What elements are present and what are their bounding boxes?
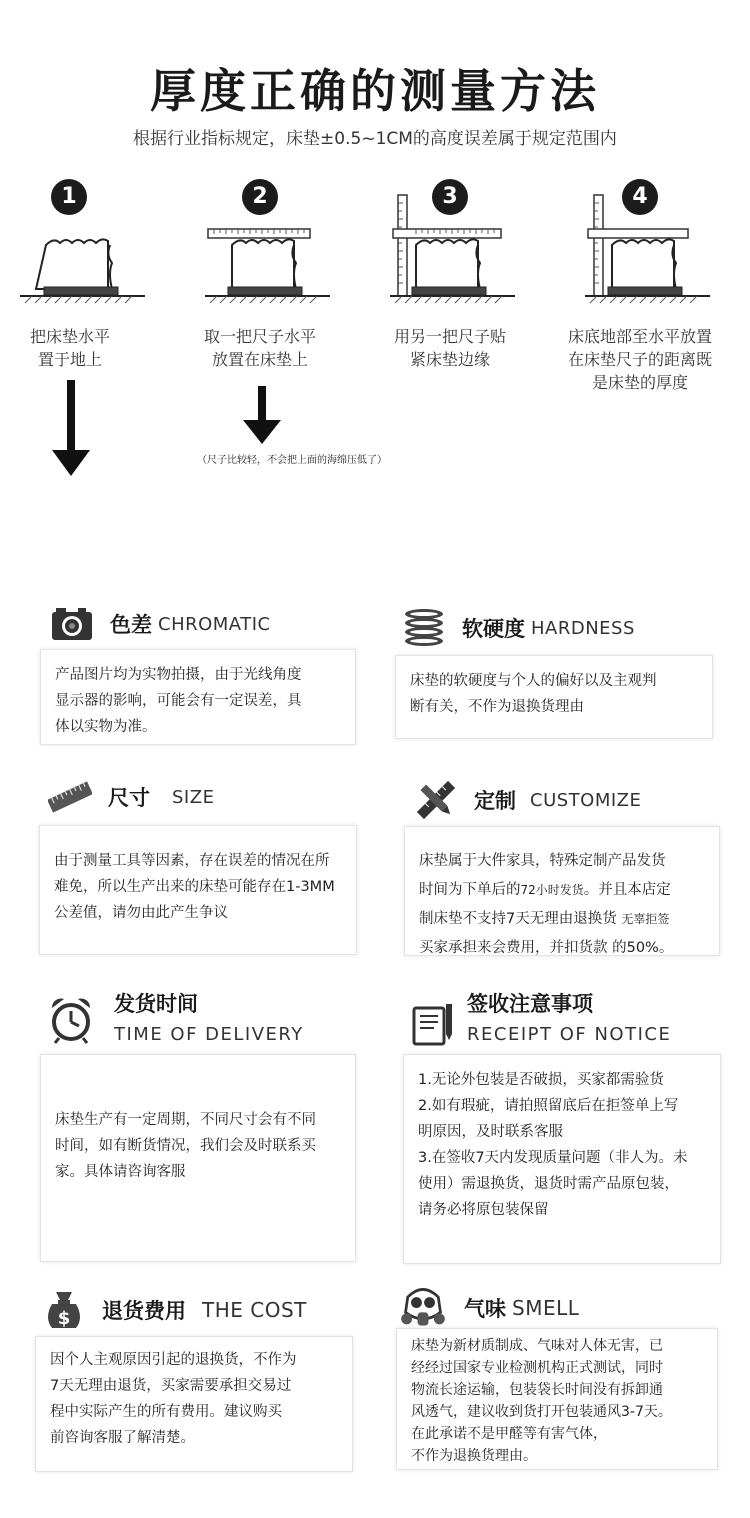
section-title-cn: 定制 — [474, 789, 516, 813]
section-delivery-header — [114, 988, 304, 1045]
section-receipt-header — [467, 988, 671, 1045]
section-title-cn: 气味 — [464, 1297, 506, 1321]
section-title-en: CHROMATIC — [158, 613, 271, 635]
section-title-cn: 退货费用 — [102, 1299, 186, 1323]
section-title-cn: 尺寸 — [108, 786, 150, 810]
step-1-caption: 把床垫水平 置于地上 — [29, 327, 110, 369]
arrow-down-icon — [243, 386, 281, 444]
section-chromatic-header — [50, 602, 271, 646]
ruler-icon — [48, 775, 92, 819]
section-title-en: RECEIPT OF NOTICE — [467, 1024, 672, 1045]
camera-icon — [50, 602, 94, 646]
section-title-en: THE COST — [202, 1298, 307, 1322]
step-number-1: 1 — [51, 179, 87, 215]
step-number-3: 3 — [432, 179, 468, 215]
step-number-4: 4 — [622, 179, 658, 215]
page-subtitle: 根据行业指标规定，床垫±0.5~1CM的高度误差属于规定范围内 — [133, 129, 617, 149]
mattress-two-rulers-illustration — [360, 175, 540, 315]
customize-box: 床垫属于大件家具，特殊定制产品发货 时间为下单后的72小时发货。并且本店定 制床垫不支持7天无理由退换货 无辜拒签 买家承担来会费用，并扣货款 的50%。 — [404, 826, 720, 956]
spring-icon — [402, 606, 446, 650]
step-4-caption: 床底地部至水平放置 在床垫尺子的距离既 是床垫的厚度 — [567, 327, 712, 392]
mattress-thickness-illustration — [550, 175, 730, 315]
step-number-2: 2 — [242, 179, 278, 215]
section-title-en: SIZE — [172, 786, 215, 808]
gas-mask-icon — [398, 1284, 448, 1332]
section-cost-header — [42, 1288, 307, 1332]
section-title-cn: 签收注意事项 — [467, 992, 593, 1016]
chromatic-box: 产品图片均为实物拍摄，由于光线角度 显示器的影响，可能会有一定误差，具 体以实物为准。 — [40, 649, 356, 745]
step-4 — [550, 175, 730, 435]
section-title-cn: 软硬度 — [462, 617, 525, 641]
step-2-caption: 取一把尺子水平 放置在床垫上 — [203, 327, 316, 369]
arrow-down-icon — [52, 380, 90, 476]
money-bag-icon — [42, 1288, 86, 1332]
svg-text:$: $ — [57, 1308, 71, 1329]
hardness-box: 床垫的软硬度与个人的偏好以及主观判 断有关，不作为退换货理由 — [395, 655, 713, 739]
section-size-header — [48, 775, 214, 819]
section-title-en: HARDNESS — [531, 617, 635, 639]
mattress-with-ruler-illustration — [170, 175, 350, 315]
section-title-en: SMELL — [512, 1296, 580, 1320]
smell-box: 床垫为新材质制成、气味对人体无害，已 经经过国家专业检测机构正式测试，同时 物流长途运输，包装袋长时间没有拆卸通 风透气，建议收到货打开包装通风3-7天。 在此承诺不是甲醛等有害气体， 不作为退换货理由。 — [396, 1328, 718, 1470]
tablet-pen-icon — [412, 1002, 456, 1046]
size-box: 由于测量工具等因素，存在误差的情况在所 难免，所以生产出来的床垫可能存在1-3MM 公差值，请勿由此产生争议 — [39, 825, 357, 955]
section-title-en: CUSTOMIZE — [530, 789, 642, 811]
mattress-on-floor-illustration — [0, 175, 160, 315]
section-title-cn: 色差 — [110, 613, 152, 637]
section-title-cn: 发货时间 — [114, 992, 198, 1016]
step-3-caption: 用另一把尺子贴 紧床垫边缘 — [393, 327, 506, 369]
page-title: 厚度正确的测量方法 — [150, 64, 600, 118]
step-3 — [360, 175, 540, 435]
pencil-ruler-icon — [414, 778, 458, 822]
section-customize-header — [414, 778, 641, 822]
step-note: （尺子比较轻，不会把上面的海绵压低了） — [197, 455, 387, 466]
alarm-clock-icon — [48, 996, 94, 1044]
delivery-box: 床垫生产有一定周期，不同尺寸会有不同 时间，如有断货情况，我们会及时联系买 家。具体请咨询客服 — [40, 1054, 356, 1262]
receipt-box: 1.无论外包装是否破损，买家都需验货 2.如有瑕疵，请拍照留底后在拒签单上写 明原因，及时联系客服 3.在签收7天内发现质量问题（非人为。未 使用）需退换货，退货时需产品原包装， 请务必将原包装保留 — [403, 1054, 721, 1264]
section-hardness-header — [402, 606, 635, 650]
section-title-en: TIME OF DELIVERY — [114, 1024, 304, 1045]
cost-box: 因个人主观原因引起的退换货，不作为 7天无理由退货，买家需要承担交易过 程中实际产生的所有费用。建议购买 前咨询客服了解清楚。 — [35, 1336, 353, 1472]
section-smell-header — [398, 1284, 579, 1332]
